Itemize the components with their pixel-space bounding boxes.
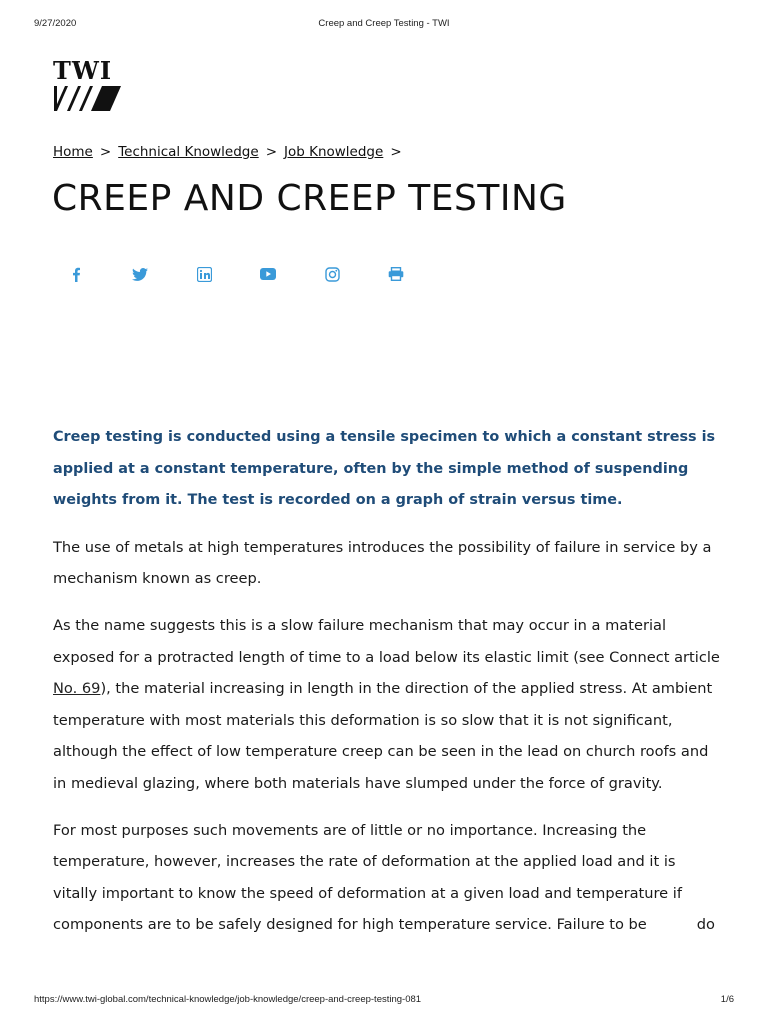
instagram-icon[interactable] (320, 262, 344, 286)
breadcrumb-technical-knowledge[interactable]: Technical Knowledge (118, 144, 259, 160)
paragraph-3 (53, 815, 723, 941)
twi-logo[interactable] (53, 56, 123, 114)
paragraph-3-text-a: For most purposes such movements are of little or no importance. Increasing the temperature, however, increases the rate of deformation at the applied load and it is vitally important to know the speed of deformation at a given load and temperature if components are to be safely designed for high temperature service. Failure to be (53, 821, 682, 934)
print-header (0, 18, 768, 32)
paragraph-2 (53, 610, 723, 800)
logo-stripes-icon (53, 85, 121, 112)
paragraph-3-text-b: do (696, 916, 715, 934)
facebook-icon[interactable] (64, 262, 88, 286)
youtube-icon[interactable] (256, 262, 280, 286)
breadcrumb (53, 144, 409, 160)
print-footer (0, 994, 768, 1008)
paragraph-2-text-a: As the name suggests this is a slow failure mechanism that may occur in a material exposed for a protracted length of time to a load below its elastic limit (see Connect article (53, 616, 720, 666)
page-number: 1/6 (720, 994, 734, 1005)
breadcrumb-separator: > (265, 144, 277, 160)
article-body (53, 422, 723, 956)
print-icon[interactable] (384, 262, 408, 286)
breadcrumb-home[interactable]: Home (53, 144, 93, 160)
connect-article-link[interactable]: No. 69 (53, 680, 101, 698)
paragraph-1: The use of metals at high temperatures introduces the possibility of failure in service by a mechanism known as creep. (53, 538, 712, 588)
page-title: CREEP AND CREEP TESTING (52, 178, 567, 219)
twitter-icon[interactable] (128, 262, 152, 286)
linkedin-icon[interactable] (192, 262, 216, 286)
breadcrumb-job-knowledge[interactable]: Job Knowledge (284, 144, 384, 160)
lead-paragraph: Creep testing is conducted using a tensile specimen to which a constant stress is applied at a constant temperature, often by the simple method of suspending weights from it. The test is recorded on a graph of strain versus time. (53, 429, 716, 509)
print-url: https://www.twi-global.com/technical-knowledge/job-knowledge/creep-and-creep-testing-081 (34, 994, 422, 1005)
print-date: 9/27/2020 (34, 18, 77, 29)
paragraph-2-text-b: ), the material increasing in length in the direction of the applied stress. At ambient temperature with most materials this deformation is so slow that it is not significant, although the effect of low temperature creep can be seen in the lead on church roofs and in medieval glazing, where both materials have slumped under the force of gravity. (53, 680, 713, 792)
breadcrumb-separator: > (390, 144, 402, 160)
print-title: Creep and Creep Testing - TWI (318, 18, 450, 29)
breadcrumb-separator: > (99, 144, 112, 160)
logo-text: TWI (53, 56, 113, 85)
